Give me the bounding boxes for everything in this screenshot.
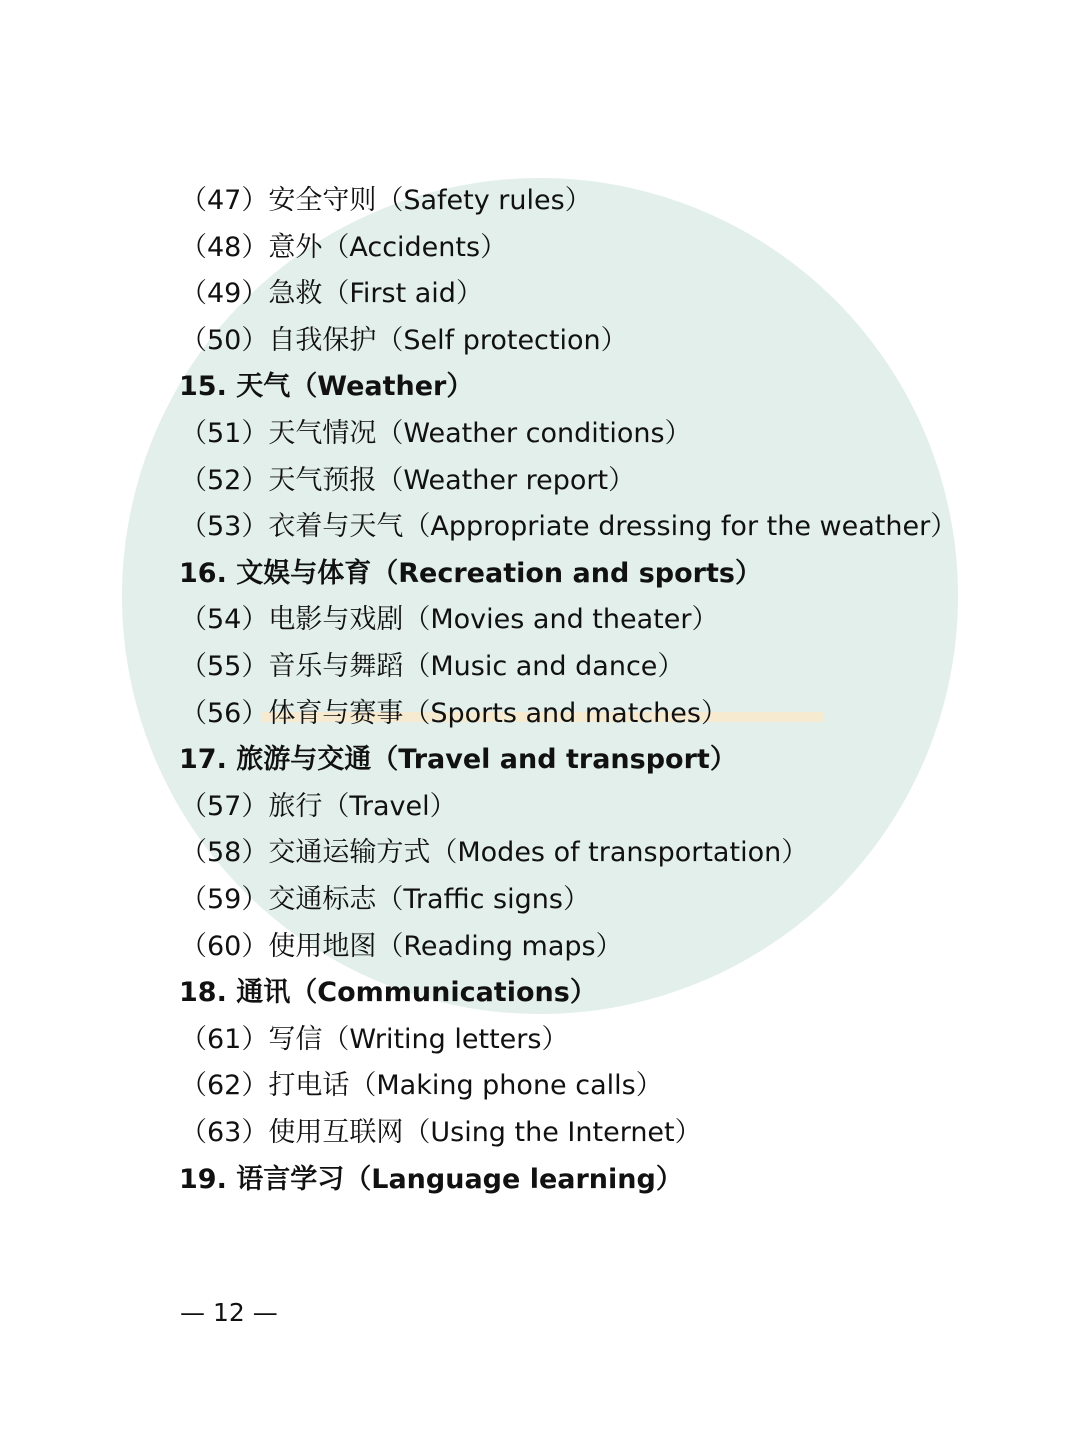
section-heading: 15. 天气（Weather） <box>179 371 474 403</box>
english-term: Travel and transport <box>398 744 710 776</box>
list-item: （63）使用互联网（Using the Internet） <box>180 1117 702 1148</box>
chinese-term: 天气情况 <box>268 418 377 449</box>
list-item: （49）急救（First aid） <box>180 278 483 310</box>
list-item: （62）打电话（Making phone calls） <box>180 1070 663 1102</box>
english-term: Using the Internet <box>430 1117 675 1148</box>
chinese-term: 急救 <box>268 278 323 310</box>
chinese-term: 天气预报 <box>268 464 377 496</box>
chinese-term: 电影与戏剧 <box>268 604 404 636</box>
english-term: First aid <box>349 278 456 310</box>
english-term: Music and dance <box>430 651 658 682</box>
chinese-term: 交通运输方式 <box>268 837 431 869</box>
section-heading: 18. 通讯（Communications） <box>179 977 597 1009</box>
item-number: （59） <box>180 884 269 915</box>
chinese-term: 使用互联网 <box>268 1117 404 1148</box>
section-number: 17. <box>179 744 227 776</box>
english-term: Making phone calls <box>376 1070 636 1102</box>
english-term: Safety rules <box>403 185 565 216</box>
item-number: （53） <box>180 511 269 543</box>
chinese-term: 音乐与舞蹈 <box>268 651 404 682</box>
item-number: （58） <box>180 837 269 869</box>
list-item: （61）写信（Writing letters） <box>180 1023 569 1055</box>
chinese-term: 安全守则 <box>268 185 377 216</box>
chinese-term: 语言学习 <box>236 1163 345 1195</box>
section-number: 19. <box>179 1163 227 1195</box>
english-term: Travel <box>349 790 430 822</box>
section-heading: 19. 语言学习（Language learning） <box>179 1163 683 1195</box>
item-number: （62） <box>180 1070 269 1102</box>
english-term: Sports and matches <box>430 697 701 729</box>
item-number: （60） <box>180 930 269 962</box>
chinese-term: 文娱与体育 <box>236 557 372 589</box>
item-number: （52） <box>180 464 269 496</box>
english-term: Communications <box>317 977 570 1009</box>
list-item: （58）交通运输方式（Modes of transportation） <box>180 837 809 869</box>
page-number: — 12 — <box>180 1298 278 1327</box>
section-heading: 17. 旅游与交通（Travel and transport） <box>179 744 737 776</box>
list-item: （60）使用地图（Reading maps） <box>180 930 623 962</box>
item-number: （55） <box>180 651 269 682</box>
item-number: （61） <box>180 1023 269 1055</box>
list-item: （55）音乐与舞蹈（Music and dance） <box>180 651 685 682</box>
chinese-term: 天气 <box>236 371 291 403</box>
item-number: （47） <box>180 185 269 216</box>
list-item: （56）体育与赛事（Sports and matches） <box>180 697 728 729</box>
chinese-term: 衣着与天气 <box>268 511 404 543</box>
list-item: （57）旅行（Travel） <box>180 790 457 822</box>
list-item: （48）意外（Accidents） <box>180 231 508 263</box>
list-item: （51）天气情况（Weather conditions） <box>180 418 692 449</box>
chinese-term: 通讯 <box>236 977 291 1009</box>
list-item: （54）电影与戏剧（Movies and theater） <box>180 604 719 636</box>
english-term: Language learning <box>371 1163 656 1195</box>
section-heading: 16. 文娱与体育（Recreation and sports） <box>179 557 762 589</box>
item-number: （51） <box>180 418 269 449</box>
english-term: Accidents <box>349 231 481 263</box>
list-item: （50）自我保护（Self protection） <box>180 324 628 356</box>
english-term: Movies and theater <box>430 604 692 636</box>
item-number: （49） <box>180 278 269 310</box>
english-term: Weather report <box>403 464 609 496</box>
item-number: （54） <box>180 604 269 636</box>
chinese-term: 体育与赛事 <box>268 697 404 729</box>
list-item: （59）交通标志（Traffic signs） <box>180 884 590 915</box>
english-term: Self protection <box>403 324 601 356</box>
english-term: Reading maps <box>403 930 596 962</box>
item-number: （50） <box>180 324 269 356</box>
english-term: Traffic signs <box>403 884 563 915</box>
item-number: （56） <box>180 697 269 729</box>
english-term: Appropriate dressing for the weather <box>430 511 931 543</box>
english-term: Modes of transportation <box>457 837 782 869</box>
section-number: 16. <box>179 557 227 589</box>
list-item: （53）衣着与天气（Appropriate dressing for the weather） <box>180 511 958 543</box>
list-item: （52）天气预报（Weather report） <box>180 464 636 496</box>
item-number: （57） <box>180 790 269 822</box>
chinese-term: 使用地图 <box>268 930 377 962</box>
english-term: Weather <box>317 371 447 403</box>
chinese-term: 旅游与交通 <box>236 744 372 776</box>
chinese-term: 写信 <box>268 1023 323 1055</box>
item-number: （48） <box>180 231 269 263</box>
section-number: 18. <box>179 977 227 1009</box>
chinese-term: 打电话 <box>268 1070 350 1102</box>
list-item: （47）安全守则（Safety rules） <box>180 185 592 216</box>
item-number: （63） <box>180 1117 269 1148</box>
english-term: Recreation and sports <box>398 557 735 589</box>
english-term: Weather conditions <box>403 418 665 449</box>
chinese-term: 交通标志 <box>268 884 377 915</box>
chinese-term: 旅行 <box>268 790 323 822</box>
chinese-term: 意外 <box>268 231 323 263</box>
chinese-term: 自我保护 <box>268 324 377 356</box>
section-number: 15. <box>179 371 227 403</box>
english-term: Writing letters <box>349 1023 542 1055</box>
